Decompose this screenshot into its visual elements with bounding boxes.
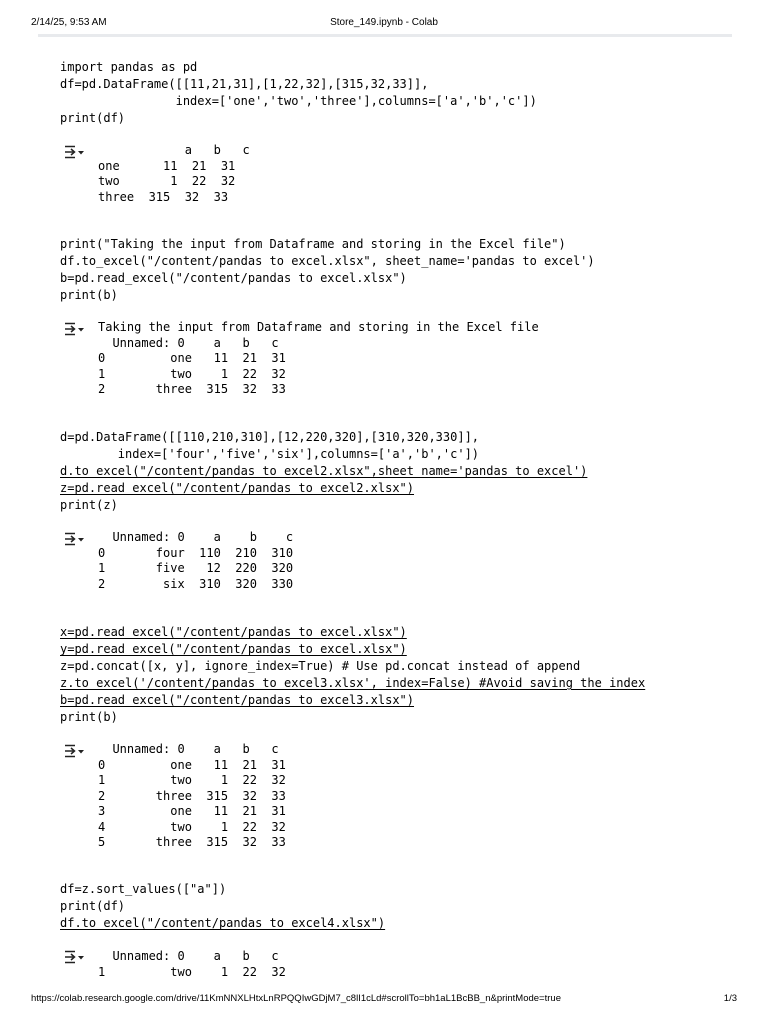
output-line: 2 three 315 32 33 bbox=[98, 382, 286, 396]
code-cell-1[interactable] bbox=[60, 59, 537, 127]
page-url[interactable]: https://colab.research.google.com/drive/11KmNNXLHtxLnRPQQIwGDjM7_c8lI1cLd#scrollTo=bh1aL1BcBB_n&printMode=true bbox=[31, 993, 561, 1004]
code-line: index=['four','five','six'],columns=['a','b','c']) bbox=[60, 447, 480, 461]
code-line: import pandas as pd bbox=[60, 60, 198, 74]
code-line: df=pd.DataFrame([[11,21,31],[1,22,32],[315,32,33]], bbox=[60, 77, 429, 91]
output-cell-2 bbox=[98, 320, 539, 398]
code-line: df.to_excel("/content/pandas to excel4.xlsx") bbox=[60, 916, 386, 930]
output-collapse-icon[interactable] bbox=[64, 145, 86, 159]
output-line: 1 five 12 220 320 bbox=[98, 561, 294, 575]
output-line: 0 four 110 210 310 bbox=[98, 545, 294, 560]
code-line: index=['one','two','three'],columns=['a','b','c']) bbox=[60, 94, 537, 108]
code-line: d=pd.DataFrame([[110,210,310],[12,220,320],[310,320,330]], bbox=[60, 430, 480, 444]
output-line: 0 one 11 21 31 bbox=[98, 351, 286, 365]
code-line: df.to_excel("/content/pandas to excel.xlsx", sheet_name='pandas to excel') bbox=[60, 254, 595, 268]
output-line: 0 one 11 21 31 bbox=[98, 757, 286, 772]
code-line: b=pd.read_excel("/content/pandas to excel3.xlsx") bbox=[60, 693, 415, 707]
output-line: a b c bbox=[98, 143, 250, 157]
print-header bbox=[31, 17, 737, 31]
code-line: z.to_excel('/content/pandas to excel3.xlsx', index=False) #Avoid saving the index bbox=[60, 676, 646, 690]
output-line: 2 three 315 32 33 bbox=[98, 788, 286, 803]
output-line: 4 two 1 22 32 bbox=[98, 819, 286, 834]
output-cell-5 bbox=[98, 949, 286, 980]
output-line: Unnamed: 0 a b c bbox=[98, 335, 279, 350]
code-line: x=pd.read_excel("/content/pandas to excel.xlsx") bbox=[60, 625, 407, 639]
document-title: Store_149.ipynb - Colab bbox=[330, 17, 438, 28]
output-cell-4 bbox=[98, 742, 286, 851]
output-line: Unnamed: 0 a b c bbox=[98, 742, 279, 756]
print-timestamp: 2/14/25, 9:53 AM bbox=[31, 17, 107, 28]
output-line: 5 three 315 32 33 bbox=[98, 835, 286, 849]
output-cell-3 bbox=[98, 530, 293, 592]
output-collapse-icon[interactable] bbox=[64, 950, 86, 964]
code-line: df=z.sort_values(["a"]) bbox=[60, 882, 227, 896]
output-collapse-icon[interactable] bbox=[64, 532, 86, 546]
header-divider bbox=[38, 34, 732, 37]
code-line: y=pd.read_excel("/content/pandas to excel.xlsx") bbox=[60, 642, 407, 656]
code-line: print(df) bbox=[60, 111, 126, 125]
page-number: 1/3 bbox=[723, 993, 737, 1004]
code-line: b=pd.read_excel("/content/pandas to excel.xlsx") bbox=[60, 271, 407, 285]
code-line: print("Taking the input from Dataframe and storing in the Excel file") bbox=[60, 237, 566, 251]
code-line: z=pd.read_excel("/content/pandas to excel2.xlsx") bbox=[60, 481, 415, 495]
output-line: Unnamed: 0 a b c bbox=[98, 949, 279, 963]
print-footer bbox=[31, 993, 737, 1007]
code-line: print(df) bbox=[60, 899, 126, 913]
output-line: three 315 32 33 bbox=[98, 189, 229, 204]
output-line: 3 one 11 21 31 bbox=[98, 804, 286, 818]
output-line: 1 two 1 22 32 bbox=[98, 773, 286, 787]
output-collapse-icon[interactable] bbox=[64, 322, 86, 336]
output-line: Taking the input from Dataframe and storing in the Excel file bbox=[98, 320, 539, 334]
code-line: print(z) bbox=[60, 498, 118, 512]
output-collapse-icon[interactable] bbox=[64, 744, 86, 758]
code-line: d.to_excel("/content/pandas to excel2.xlsx",sheet_name='pandas to excel') bbox=[60, 464, 588, 478]
output-cell-1 bbox=[98, 143, 250, 205]
code-line: print(b) bbox=[60, 288, 118, 302]
output-line: Unnamed: 0 a b c bbox=[98, 530, 294, 544]
code-cell-2[interactable] bbox=[60, 236, 595, 304]
output-line: one 11 21 31 bbox=[98, 158, 236, 173]
output-line: 1 two 1 22 32 bbox=[98, 366, 286, 381]
code-cell-5[interactable] bbox=[60, 881, 385, 932]
output-line: two 1 22 32 bbox=[98, 174, 236, 188]
output-line: 2 six 310 320 330 bbox=[98, 576, 294, 591]
code-cell-3[interactable] bbox=[60, 429, 587, 514]
code-cell-4[interactable] bbox=[60, 624, 645, 726]
code-line: z=pd.concat([x, y], ignore_index=True) # Use pd.concat instead of append bbox=[60, 659, 581, 673]
output-line: 1 two 1 22 32 bbox=[98, 964, 286, 979]
code-line: print(b) bbox=[60, 710, 118, 724]
